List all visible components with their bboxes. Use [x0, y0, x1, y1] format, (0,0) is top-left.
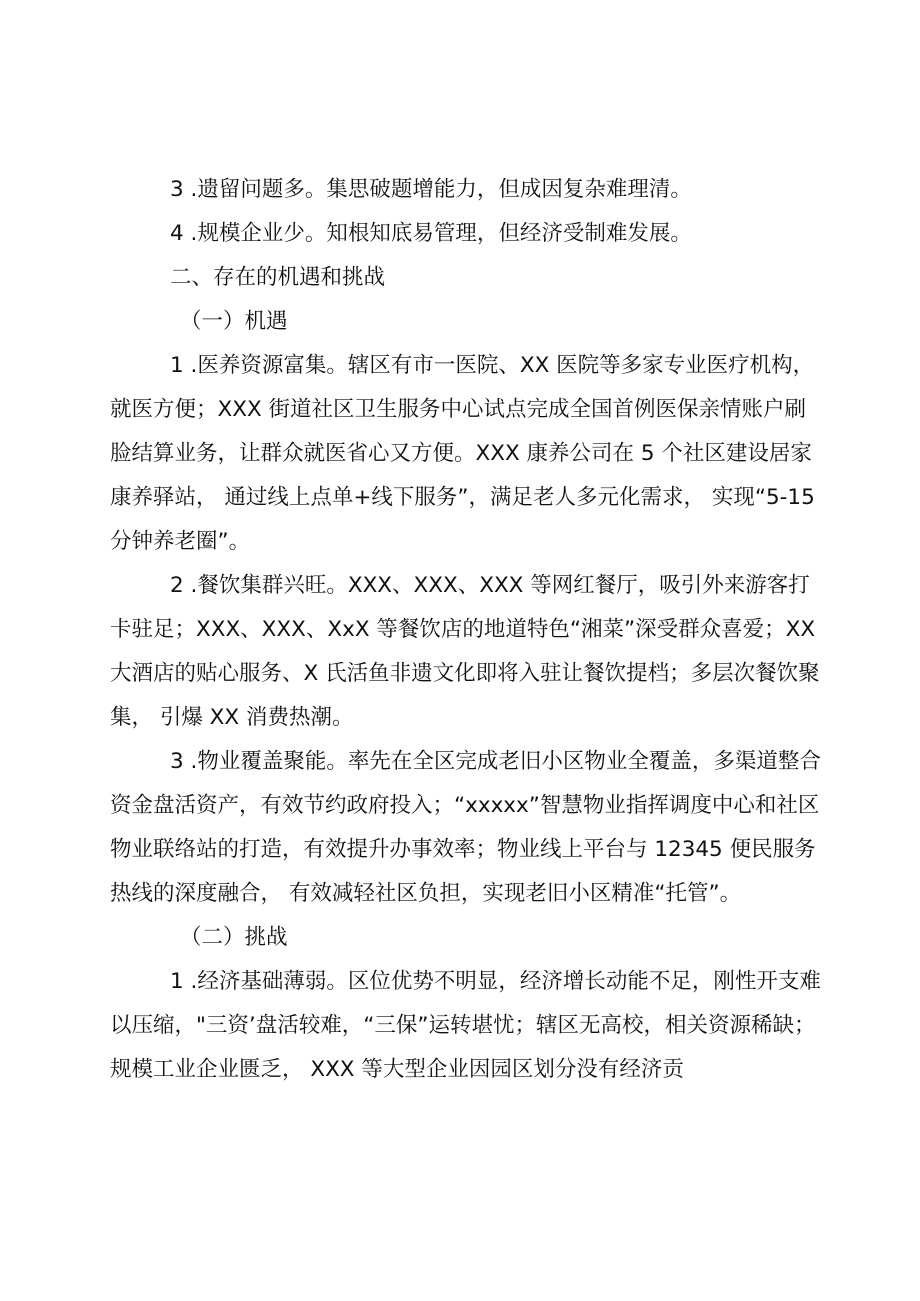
paragraph-weak-economic-base: 1 .经济基础薄弱。区位优势不明显，经济增长动能不足，刚性开支难以压缩，"三资’盘活较难，“三保”运转堪忧；辖区无高校，相关资源稀缺；规模工业企业匮乏， XXX 等大型企业因园区划分没有经济贡: [110, 969, 821, 1082]
document-body: [110, 168, 825, 1092]
paragraph-medical-resources: 1 .医养资源富集。辖区有市一医院、XX 医院等多家专业医疗机构，就医方便；XXX 街道社区卫生服务中心试点完成全国首例医保亲情账户刷脸结算业务，让群众就医省心又方便。XXX 康养公司在 5 个社区建设居家康养驿站， 通过线上点单+线下服务”，满足老人多元化需求， 实现“5-15 分钟养老圈”。: [110, 353, 815, 554]
subsection-heading-opportunities: （一）机遇: [180, 309, 288, 334]
paragraph-catering-cluster: 2 .餐饮集群兴旺。XXX、XXX、XXX 等网红餐厅，吸引外来游客打卡驻足；XXX、XXX、XxX 等餐饮店的地道特色“湘菜”深受群众喜爱；XX 大酒店的贴心服务、X 氏活鱼非遗文化即将入驻让餐饮提档；多层次餐饮聚集， 引爆 XX 消费热潮。: [110, 573, 820, 730]
paragraph-item-4-scale-enterprises: 4 .规模企业少。知根知底易管理，但经济受制难发展。: [170, 221, 692, 246]
paragraph-item-3-legacy-issues: 3 .遗留问题多。集思破题增能力，但成因复杂难理清。: [170, 177, 692, 202]
paragraph-property-coverage: 3 .物业覆盖聚能。率先在全区完成老旧小区物业全覆盖，多渠道整合资金盘活资产，有效节约政府投入；“xxxxx”智慧物业指挥调度中心和社区物业联络站的打造，有效提升办事效率；物业线上平台与 12345 便民服务热线的深度融合， 有效减轻社区负担，实现老旧小区精准“托管”。: [110, 749, 821, 906]
subsection-heading-challenges: （二）挑战: [180, 925, 288, 950]
section-heading-opportunities-challenges: 二、存在的机遇和挑战: [170, 265, 386, 290]
